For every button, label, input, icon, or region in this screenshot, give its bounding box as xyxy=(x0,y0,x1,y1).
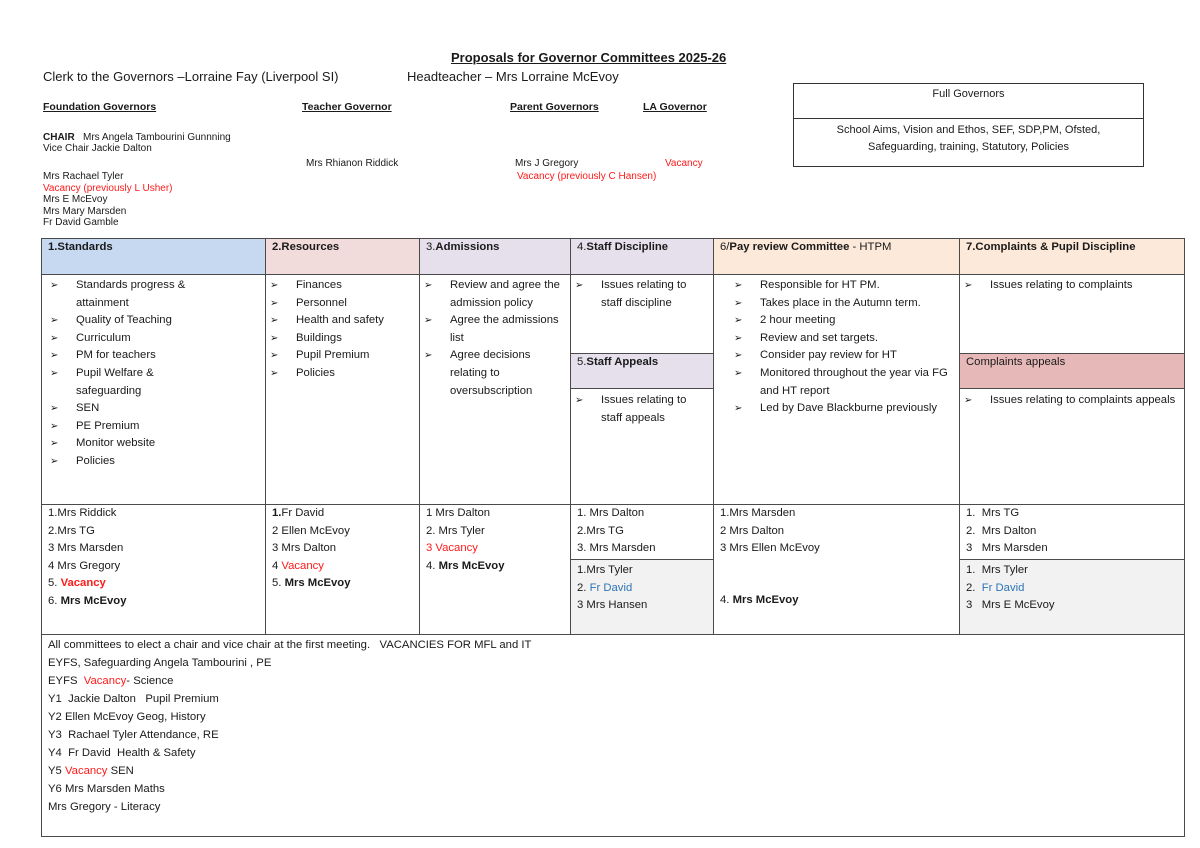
remit-item: ➢ Issues relating to complaints xyxy=(962,277,1178,295)
remit-item: ➢ Quality of Teaching xyxy=(48,312,259,330)
committee-header-resources: 2.Resources xyxy=(266,239,420,275)
la-governor-heading: LA Governor xyxy=(643,101,707,113)
members-complaints-appeals xyxy=(960,559,1184,635)
members-staff-appeals xyxy=(571,559,713,635)
note-line: Mrs Gregory - Literacy xyxy=(48,801,161,813)
remit-item: ➢ Finances xyxy=(268,277,413,295)
members-staff-discipline-and-appeals xyxy=(571,505,714,635)
remit-item: ➢ Monitored throughout the year via FG and HT report xyxy=(732,365,953,400)
remit-item: ➢ Buildings xyxy=(268,330,413,348)
teacher-governor-heading: Teacher Governor xyxy=(302,101,392,113)
vacancy-label: Vacancy xyxy=(60,577,106,590)
member-number: 4 xyxy=(272,559,282,572)
vacancy-label: Vacancy xyxy=(64,765,108,777)
member: 3 Mrs Ellen McEvoy xyxy=(720,542,820,555)
member-name: Mrs McEvoy xyxy=(60,594,127,607)
member xyxy=(272,575,413,593)
members-pay-review xyxy=(714,505,960,635)
member: 3 Mrs Marsden xyxy=(48,542,124,555)
headteacher-info: Headteacher – Mrs Lorraine McEvoy xyxy=(407,69,619,84)
member-number: 4. xyxy=(720,593,733,606)
chair-line xyxy=(43,132,231,144)
committee-name: Staff Discipline xyxy=(586,241,669,253)
member-name: Fr David xyxy=(981,581,1025,594)
remit-item: ➢ Consider pay review for HT xyxy=(732,347,953,365)
note-line xyxy=(48,762,1178,780)
member xyxy=(48,593,259,611)
member: 1.Mrs Marsden xyxy=(720,507,796,519)
note-line: Y3 Rachael Tyler Attendance, RE xyxy=(48,729,219,741)
committee-header-staff-discipline xyxy=(571,239,714,275)
members-standards xyxy=(42,505,266,635)
committee-number: 3. xyxy=(426,241,436,253)
member: 2.Mrs TG xyxy=(577,524,624,537)
vacancy-label: Vacancy xyxy=(83,675,127,687)
member xyxy=(720,592,953,610)
member: 1. Mrs TG xyxy=(966,507,1020,519)
chair-name: Mrs Angela Tambourini Gunnning xyxy=(83,132,231,143)
remit-item: ➢ 2 hour meeting xyxy=(732,312,953,330)
member: 3 Mrs Dalton xyxy=(272,542,337,555)
foundation-members xyxy=(43,171,173,229)
note-line: Y1 Jackie Dalton Pupil Premium xyxy=(48,693,219,705)
note-line: All committees to elect a chair and vice chair at the first meeting. VACANCIES FOR MFL and IT xyxy=(48,639,532,651)
member-name: Mrs McEvoy xyxy=(732,593,799,606)
note-line: EYFS, Safeguarding Angela Tambourini , PE xyxy=(48,657,272,669)
remit-item: ➢ Review and set targets. xyxy=(732,330,953,348)
committee-name: Staff Appeals xyxy=(586,356,659,368)
member-number: 4. xyxy=(426,559,439,572)
committee-header-complaints: 7.Complaints & Pupil Discipline xyxy=(960,239,1185,275)
committee-members-row xyxy=(42,505,1185,635)
remit-pay-review xyxy=(714,275,960,505)
remit-admissions xyxy=(420,275,571,505)
member: 1 Mrs Dalton xyxy=(426,507,491,519)
member: 1.Mrs Riddick xyxy=(48,507,117,519)
document-title: Proposals for Governor Committees 2025-26 xyxy=(451,50,727,65)
member-number: 3 xyxy=(426,542,436,555)
member-number: 5. xyxy=(48,577,61,590)
member xyxy=(577,580,707,598)
member: 2. Mrs Dalton xyxy=(966,524,1037,537)
full-governors-remit-line: School Aims, Vision and Ethos, SEF, SDP,PM, Ofsted, xyxy=(836,124,1101,136)
committee-header-admissions xyxy=(420,239,571,275)
remit-item: ➢ PE Premium xyxy=(48,418,259,436)
note-text: - Science xyxy=(126,675,174,687)
remit-standards xyxy=(42,275,266,505)
remit-complaints-and-appeals xyxy=(960,275,1185,505)
remit-item: ➢ Pupil Welfare & safeguarding xyxy=(48,365,198,400)
note-text: SEN xyxy=(107,765,134,777)
remit-item: ➢ Responsible for HT PM. xyxy=(732,277,953,295)
note-line: Y4 Fr David Health & Safety xyxy=(48,747,196,759)
remit-item: ➢ Personnel xyxy=(268,295,413,313)
note-line: Y6 Mrs Marsden Maths xyxy=(48,783,165,795)
member: 3. Mrs Marsden xyxy=(577,542,656,555)
member: 1. Mrs Tyler xyxy=(966,564,1028,576)
committee-header-standards: 1.Standards xyxy=(42,239,266,275)
notes-row xyxy=(42,635,1185,837)
member xyxy=(426,558,564,576)
remit-item: ➢ Policies xyxy=(268,365,413,383)
member: 2.Mrs TG xyxy=(48,524,95,537)
member-vacancy xyxy=(426,540,564,558)
full-governors-box xyxy=(793,83,1144,167)
parent-governor-vacancy: Vacancy (previously C Hansen) xyxy=(517,171,657,182)
member: 2. Mrs Tyler xyxy=(426,524,485,537)
committee-remit-row xyxy=(42,275,1185,505)
remit-item: ➢ Pupil Premium xyxy=(268,347,413,365)
remit-item: ➢ Policies xyxy=(48,453,259,471)
foundation-governors-heading: Foundation Governors xyxy=(43,101,157,113)
member-number: 6. xyxy=(48,594,61,607)
member: 3 Mrs E McEvoy xyxy=(966,599,1055,612)
remit-item: ➢ Issues relating to staff appeals xyxy=(573,392,707,427)
note-line xyxy=(48,672,1178,690)
vacancy-label: Vacancy xyxy=(435,542,478,555)
note-text: Y5 xyxy=(48,765,65,777)
foundation-member: Fr David Gamble xyxy=(43,217,119,228)
remit-item: ➢ Agree decisions relating to oversubscription xyxy=(422,347,564,400)
committee-suffix: - HTPM xyxy=(849,241,892,253)
committees-table xyxy=(41,238,1185,837)
note-line: Y2 Ellen McEvoy Geog, History xyxy=(48,711,206,723)
members-admissions xyxy=(420,505,571,635)
remit-item: ➢ Monitor website xyxy=(48,435,259,453)
remit-item: ➢ Led by Dave Blackburne previously xyxy=(732,400,953,418)
member: 4 Mrs Gregory xyxy=(48,559,121,572)
committee-header-row xyxy=(42,239,1185,275)
parent-governor-name: Mrs J Gregory xyxy=(515,158,579,169)
remit-item: ➢ Issues relating to complaints appeals xyxy=(962,392,1178,410)
remit-item: ➢ Review and agree the admission policy xyxy=(422,277,564,312)
member-number: 2. xyxy=(966,581,982,594)
committee-number: 5. xyxy=(577,356,587,368)
remit-item: ➢ Curriculum xyxy=(48,330,259,348)
parent-governors-heading: Parent Governors xyxy=(510,101,599,113)
remit-item: ➢ Health and safety xyxy=(268,312,413,330)
remit-item: ➢ Issues relating to staff discipline xyxy=(573,277,707,312)
chair-label: CHAIR xyxy=(43,132,75,143)
committee-header-complaints-appeals: Complaints appeals xyxy=(960,353,1184,389)
member: 1. Mrs Dalton xyxy=(577,507,645,519)
members-staff-discipline xyxy=(577,505,707,559)
notes xyxy=(42,635,1185,837)
foundation-member: Mrs E McEvoy xyxy=(43,194,108,205)
committee-number: 4. xyxy=(577,241,587,253)
members-resources xyxy=(266,505,420,635)
member: 1.Mrs Tyler xyxy=(577,564,633,576)
member: 3 Mrs Marsden xyxy=(966,542,1048,555)
member-name: Fr David xyxy=(281,507,325,519)
foundation-member: Mrs Rachael Tyler xyxy=(43,171,124,182)
foundation-member-vacancy: Vacancy (previously L Usher) xyxy=(43,182,173,194)
members-complaints-and-appeals xyxy=(960,505,1185,635)
member-vacancy xyxy=(48,575,259,593)
remit-resources xyxy=(266,275,420,505)
remit-staff-discipline-and-appeals xyxy=(571,275,714,505)
foundation-member: Mrs Mary Marsden xyxy=(43,205,127,217)
member-number: 5. xyxy=(272,577,285,590)
member-name: Fr David xyxy=(589,581,633,594)
member: 2 Mrs Dalton xyxy=(720,524,785,537)
member: 3 Mrs Hansen xyxy=(577,599,648,612)
full-governors-remit-line: Safeguarding, training, Statutory, Policies xyxy=(868,141,1069,153)
committee-header-pay-review xyxy=(714,239,960,275)
vice-chair: Vice Chair Jackie Dalton xyxy=(43,143,152,154)
vacancy-label: Vacancy xyxy=(281,559,324,572)
remit-item: ➢ Takes place in the Autumn term. xyxy=(732,295,953,313)
members-complaints xyxy=(966,505,1178,559)
member-name: Mrs McEvoy xyxy=(284,577,351,590)
remit-item: ➢ SEN xyxy=(48,400,259,418)
committee-number: 6/ xyxy=(720,241,730,253)
member: 2 Ellen McEvoy xyxy=(272,524,350,537)
note-text: EYFS xyxy=(48,675,84,687)
remit-item: ➢ PM for teachers xyxy=(48,347,259,365)
member xyxy=(966,580,1178,598)
full-governors-remit xyxy=(794,119,1143,156)
member xyxy=(272,505,413,523)
remit-item: ➢ Agree the admissions list xyxy=(422,312,564,347)
full-governors-title: Full Governors xyxy=(794,84,1143,119)
member-vacancy xyxy=(272,558,413,576)
la-governor-vacancy: Vacancy xyxy=(665,158,703,169)
remit-item: ➢ Standards progress & attainment xyxy=(48,277,198,312)
teacher-governor-name: Mrs Rhianon Riddick xyxy=(306,158,399,169)
committee-name: Admissions xyxy=(435,241,500,253)
committee-name: Pay review Committee xyxy=(729,241,850,253)
committee-header-staff-appeals xyxy=(571,353,713,389)
member-name: Mrs McEvoy xyxy=(438,559,505,572)
member-number: 1. xyxy=(272,507,282,519)
clerk-info: Clerk to the Governors –Lorraine Fay (Liverpool SI) xyxy=(43,69,339,84)
member-number: 2. xyxy=(577,581,590,594)
